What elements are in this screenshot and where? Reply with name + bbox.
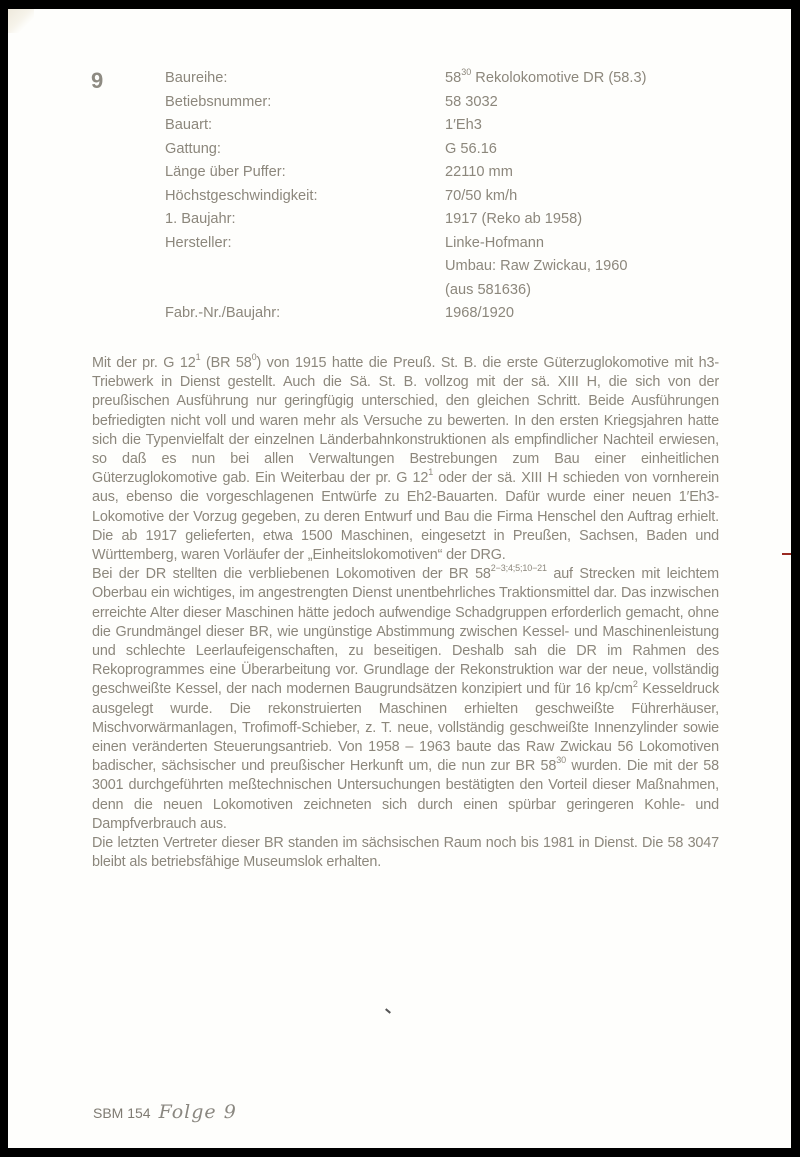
spec-value: 1′Eh3 — [445, 117, 482, 133]
spec-value: 1968/1920 — [445, 305, 514, 321]
text-run: (BR 58 — [200, 355, 252, 371]
spec-value-main: 58 — [445, 70, 462, 86]
spec-value: Umbau: Raw Zwickau, 1960 — [445, 258, 628, 274]
spec-label: Bauart: — [165, 117, 213, 133]
spec-value: 70/50 km/h — [445, 187, 518, 204]
handwritten-note: Folge 9 — [158, 1101, 237, 1123]
text-run: auf Strecken mit leichtem Oberbau ein wichtiges, im angestrengten Dienst unentbehrliches Traktionsmittel dar. Das inzwischen erreichte Alter dieser Maschinen hätte jedoch aufwendige Schadgruppen erforderlich gemacht, ohne die Grundmängel dieser BR, wie ungünstige Abstimmung zwischen Kessel- und Maschinenleistung und schlechte Leerlaufeigenschaften, zu beseitigen. Deshalb sah die DR im Rahmen des Rekoprogrammes eine Überarbeitung vor. Grundlage der Rekonstruktion war der neue, vollständig geschweißte Kessel, der nach modernen Baugrundsätzen konzipiert und für 16 kp/cm — [92, 566, 719, 698]
paragraph-history — [92, 354, 719, 565]
spec-value: Linke-Hofmann — [445, 234, 544, 251]
superscript: 1 — [195, 352, 201, 363]
spec-value: 58 3032 — [445, 93, 498, 110]
text-run: wurden. Die mit der 58 3001 durchgeführten meßtechnischen Untersuchungen bestätigten den Vorteil dieser Maßnahmen, denn die neuen Lokomotiven zeichneten sich durch einen spürbar geringeren Kohle- und Dampfverbrauch aus. — [92, 758, 719, 832]
dust-mark — [385, 1008, 391, 1013]
spec-value: 22110 mm — [445, 164, 513, 180]
card-number: 9 — [91, 68, 104, 93]
spec-value: 1917 (Reko ab 1958) — [445, 211, 583, 227]
spec-label: Betiebsnummer: — [165, 93, 272, 110]
spec-value-rest: Rekolokomotive DR (58.3) — [471, 70, 647, 86]
spec-value-superscript: 30 — [461, 67, 472, 78]
spec-value: G 56.16 — [445, 140, 497, 157]
spec-value: (aus 581636) — [445, 281, 532, 298]
spec-value — [445, 67, 646, 91]
spec-label: Baureihe: — [165, 70, 228, 86]
superscript: 0 — [251, 352, 257, 363]
footer — [93, 1101, 237, 1123]
description-text — [92, 354, 719, 872]
text-run: Bei der DR stellten die verbliebenen Lokomotiven der BR 58 — [92, 566, 491, 583]
text-run: ) von 1915 hatte die Preuß. St. B. die erste Güterzuglokomotive mit h3-Triebwerk in Dienst gestellt. Auch die Sä. St. B. vollzog mit der sä. XIII H, die sich von der preußischen Ausführung nur geringfügig unterschied, den gleichen Schritt. Beide Ausführungen befriedigten nicht voll und waren mehr als Versuche zu bewerten. In den ersten Kriegsjahren hatte sich die Typenvielfalt der einzelnen Länderbahnkonstruktionen als empfindlicher Nachteil erwiesen, so daß es nun bei allen Verwaltungen Bestrebungen zum Bau einer einheitlichen Güterzuglokomotive gab. Ein Weiterbau der pr. G 12 — [92, 355, 719, 487]
text-run: Mit der pr. G 12 — [92, 355, 196, 371]
series-code: SBM 154 — [93, 1105, 151, 1121]
superscript: 2−3;4;5;10−21 — [490, 563, 547, 574]
spec-label: 1. Baujahr: — [165, 211, 236, 227]
superscript: 1 — [428, 467, 434, 478]
postcard-back — [8, 9, 791, 1148]
spec-label: Fabr.-Nr./Baujahr: — [165, 305, 281, 321]
paragraph-reconstruction — [92, 565, 719, 834]
spec-label: Hersteller: — [165, 234, 232, 251]
edge-mark — [782, 553, 791, 555]
spec-label: Länge über Puffer: — [165, 164, 286, 180]
spec-label: Gattung: — [165, 140, 221, 157]
superscript: 2 — [632, 678, 638, 689]
spec-label: Höchstgeschwindigkeit: — [165, 187, 318, 204]
superscript: 30 — [556, 755, 566, 766]
text-run: oder der sä. XIII H schieden von vornherein aus, ebenso die vorgeschlagenen Entwürfe zu Eh2-Bauarten. Dafür wurde einer neuen 1′Eh3-Lokomotive der Vorzug gegeben, zu deren Entwurf und Bau die Firma Henschel den Auftrag erhielt. Die ab 1917 gelieferten, etwa 1500 Maschinen, eingesetzt in Preußen, Sachsen, Baden und Württemberg, waren Vorläufer der „Einheitslokomotiven“ der DRG. — [92, 470, 719, 564]
paragraph-museum: Die letzten Vertreter dieser BR standen im sächsischen Raum noch bis 1981 in Dienst. Die 58 3047 bleibt als betriebsfähige Museumslok erhalten. — [92, 835, 719, 871]
text-run: Kesseldruck ausgelegt wurde. Die rekonstruierten Maschinen erhielten geschweißte Führerhäuser, Mischvorwärmanlagen, Trofimoff-Schieber, z. T. neue, vollständig geschweißte Innenzylinder sowie einen veränderten Steuerungsantrieb. Von 1958 – 1963 baute das Raw Zwickau 56 Lokomotiven badischer, sächsischer und preußischer Herkunft um, die nun zur BR 58 — [92, 681, 719, 775]
